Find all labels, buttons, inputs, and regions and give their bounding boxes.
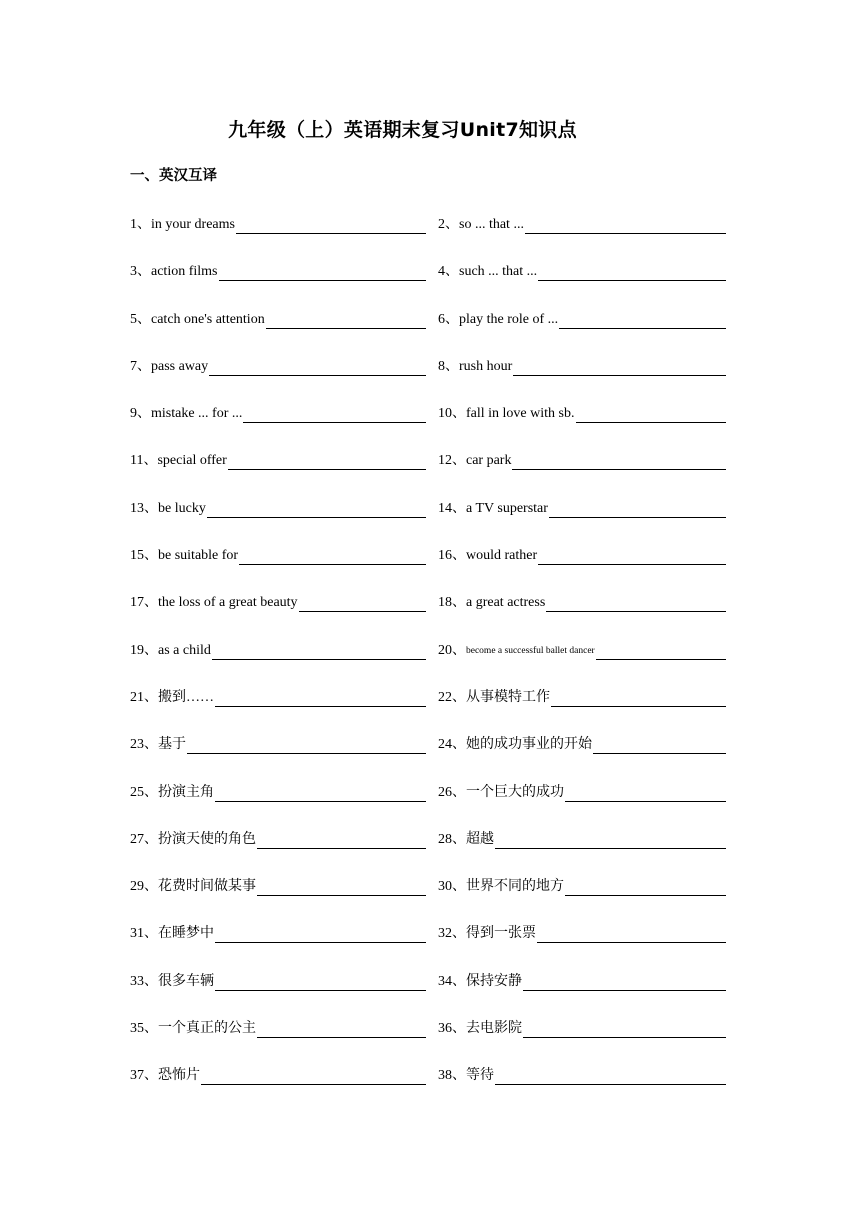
exercise-row [130, 685, 730, 732]
exercise-item-number-prompt: 5、catch one's attention [130, 311, 265, 327]
exercise-row [130, 590, 730, 637]
exercise-item-number-prompt: 36、去电影院 [438, 1021, 522, 1037]
answer-blank[interactable] [236, 217, 426, 234]
exercise-item-number-prompt: 12、car park [438, 453, 512, 469]
exercise-item [438, 448, 728, 470]
exercise-row [130, 1063, 730, 1110]
exercise-item-number-prompt: 32、得到一张票 [438, 926, 536, 942]
exercise-item [130, 590, 438, 612]
answer-blank[interactable] [215, 785, 426, 802]
exercise-item [438, 969, 728, 991]
answer-blank[interactable] [207, 501, 426, 518]
exercise-item [438, 638, 728, 660]
exercise-item-number-prompt: 13、be lucky [130, 500, 206, 516]
exercise-item-number-prompt: 14、a TV superstar [438, 500, 548, 516]
exercise-item-number-prompt: 10、fall in love with sb. [438, 406, 575, 422]
exercise-item [438, 259, 728, 281]
answer-blank[interactable] [559, 312, 726, 329]
exercise-item [438, 780, 728, 802]
exercise-item-number-prompt: 17、the loss of a great beauty [130, 595, 298, 611]
answer-blank[interactable] [538, 264, 726, 281]
answer-blank[interactable] [576, 406, 727, 423]
exercise-item [130, 969, 438, 991]
answer-blank[interactable] [257, 832, 426, 849]
exercise-item [130, 874, 438, 896]
exercise-item-number-prompt: 38、等待 [438, 1068, 494, 1084]
exercise-item [130, 827, 438, 849]
exercise-list [130, 212, 730, 1111]
exercise-item-number-prompt: 22、从事模特工作 [438, 689, 550, 705]
exercise-item [438, 827, 728, 849]
exercise-item-number-prompt: 11、special offer [130, 453, 227, 469]
exercise-row [130, 448, 730, 495]
exercise-item-number-prompt: 25、扮演主角 [130, 784, 214, 800]
answer-blank[interactable] [495, 832, 726, 849]
exercise-item [438, 921, 728, 943]
answer-blank[interactable] [495, 1068, 726, 1085]
exercise-item [130, 780, 438, 802]
exercise-item [130, 307, 438, 329]
answer-blank[interactable] [257, 879, 426, 896]
exercise-item [130, 543, 438, 565]
exercise-item-number-prompt: 34、保持安静 [438, 973, 522, 989]
exercise-item-prompt-small: become a successful ballet dancer [466, 645, 595, 656]
exercise-item [130, 1016, 438, 1038]
answer-blank[interactable] [215, 926, 426, 943]
exercise-item-number-prompt: 3、action films [130, 264, 218, 280]
exercise-item-number-prompt: 21、搬到…… [130, 689, 214, 705]
exercise-item-number-prompt: 19、as a child [130, 642, 211, 658]
answer-blank[interactable] [212, 643, 426, 660]
exercise-item [130, 401, 438, 423]
exercise-item [130, 732, 438, 754]
answer-blank[interactable] [215, 974, 426, 991]
answer-blank[interactable] [549, 501, 726, 518]
exercise-item [438, 874, 728, 896]
exercise-item-number-prompt: 16、would rather [438, 548, 538, 564]
answer-blank[interactable] [565, 785, 726, 802]
page-title: 九年级（上）英语期末复习Unit7知识点 [228, 119, 577, 141]
section-heading: 一、英汉互译 [130, 168, 217, 184]
exercise-item [438, 1063, 728, 1085]
answer-blank[interactable] [239, 548, 426, 565]
exercise-item [130, 259, 438, 281]
answer-blank[interactable] [209, 359, 426, 376]
exercise-item [130, 685, 438, 707]
exercise-item [130, 496, 438, 518]
exercise-item-number-prompt: 30、世界不同的地方 [438, 879, 564, 895]
exercise-row [130, 732, 730, 779]
answer-blank[interactable] [257, 1021, 426, 1038]
exercise-row [130, 969, 730, 1016]
answer-blank[interactable] [525, 217, 726, 234]
exercise-row [130, 401, 730, 448]
exercise-item [130, 212, 438, 234]
answer-blank[interactable] [215, 690, 426, 707]
exercise-row [130, 212, 730, 259]
answer-blank[interactable] [565, 879, 726, 896]
answer-blank[interactable] [546, 595, 726, 612]
exercise-item-number-prompt: 37、恐怖片 [130, 1068, 200, 1084]
answer-blank[interactable] [538, 548, 726, 565]
exercise-item [438, 307, 728, 329]
exercise-row [130, 259, 730, 306]
exercise-item-number-prompt: 1、in your dreams [130, 217, 235, 232]
exercise-item-number-prompt: 24、她的成功事业的开始 [438, 737, 592, 753]
exercise-item-number-prompt: 31、在睡梦中 [130, 926, 214, 942]
answer-blank[interactable] [187, 737, 426, 754]
exercise-item-number-prompt: 23、基于 [130, 737, 186, 753]
answer-blank[interactable] [593, 737, 726, 754]
exercise-item-number-prompt: 33、很多车辆 [130, 973, 214, 989]
exercise-item-number-prompt: 7、pass away [130, 358, 209, 374]
answer-blank[interactable] [299, 595, 426, 612]
exercise-item-number-prompt: 9、mistake ... for ... [130, 406, 243, 422]
answer-blank[interactable] [596, 643, 726, 660]
answer-blank[interactable] [201, 1068, 426, 1085]
exercise-item [438, 496, 728, 518]
exercise-row [130, 543, 730, 590]
answer-blank[interactable] [243, 406, 426, 423]
exercise-row [130, 354, 730, 401]
exercise-item-number-prompt: 27、扮演天使的角色 [130, 831, 256, 847]
exercise-item [130, 354, 438, 376]
exercise-item-number-prompt: 35、一个真正的公主 [130, 1021, 256, 1037]
exercise-row [130, 496, 730, 543]
exercise-row [130, 1016, 730, 1063]
answer-blank[interactable] [219, 264, 427, 281]
exercise-row [130, 827, 730, 874]
exercise-item [130, 638, 438, 660]
exercise-row [130, 307, 730, 354]
exercise-item-number-prompt: 6、play the role of ... [438, 311, 559, 327]
exercise-item [438, 685, 728, 707]
exercise-item [438, 732, 728, 754]
exercise-item [438, 354, 728, 376]
exercise-item-number-prompt: 20、 [438, 642, 466, 658]
exercise-item [438, 212, 728, 234]
answer-blank[interactable] [523, 974, 726, 991]
answer-blank[interactable] [512, 453, 726, 470]
exercise-item [130, 921, 438, 943]
exercise-item-number-prompt: 2、so ... that ... [438, 217, 524, 232]
exercise-row [130, 780, 730, 827]
answer-blank[interactable] [513, 359, 726, 376]
exercise-item-number-prompt: 15、be suitable for [130, 548, 239, 564]
exercise-item-number-prompt: 26、一个巨大的成功 [438, 784, 564, 800]
exercise-item-number-prompt: 18、a great actress [438, 595, 546, 611]
exercise-item [438, 543, 728, 565]
exercise-item-number-prompt: 8、rush hour [438, 358, 513, 374]
answer-blank[interactable] [537, 926, 726, 943]
answer-blank[interactable] [266, 312, 426, 329]
answer-blank[interactable] [551, 690, 726, 707]
exercise-item [438, 590, 728, 612]
exercise-item-number-prompt: 29、花费时间做某事 [130, 879, 256, 895]
answer-blank[interactable] [228, 453, 426, 470]
exercise-item-number-prompt: 28、超越 [438, 831, 494, 847]
exercise-item [130, 448, 438, 470]
answer-blank[interactable] [523, 1021, 726, 1038]
exercise-item-number-prompt: 4、such ... that ... [438, 264, 538, 280]
exercise-row [130, 638, 730, 685]
exercise-row [130, 921, 730, 968]
exercise-item [438, 401, 728, 423]
exercise-item [438, 1016, 728, 1038]
exercise-row [130, 874, 730, 921]
exercise-item [130, 1063, 438, 1085]
